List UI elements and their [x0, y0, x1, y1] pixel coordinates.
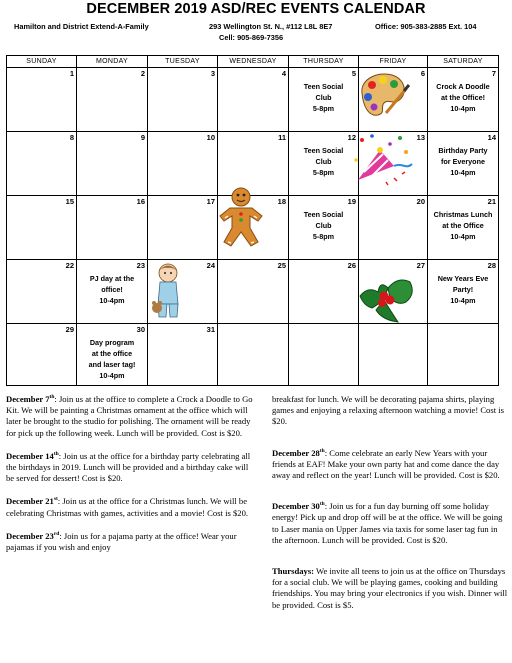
- weekday-monday: MONDAY: [77, 56, 148, 68]
- address: 293 Wellington St. N., #112 L8L 8E7: [209, 22, 333, 31]
- day-number: 30: [136, 325, 145, 334]
- day-number: 10: [206, 133, 215, 142]
- calendar-day-cell: [7, 260, 77, 324]
- day-number: 19: [347, 197, 356, 206]
- calendar-day-cell: [289, 324, 359, 386]
- calendar-day-cell: [77, 68, 148, 132]
- page-title: DECEMBER 2019 ASD/REC EVENTS CALENDAR: [86, 1, 426, 17]
- day-number: 29: [65, 325, 74, 334]
- day-number: 2: [140, 69, 145, 78]
- calendar-day-cell: [359, 324, 428, 386]
- weekday-header-row: [7, 56, 499, 68]
- description-thursdays: Thursdays: We invite all teens to join us at the office on Thursdays for a social club. We will be playing games, cooking and building friendships. You may bring your electronics if you wish. Dinner will be provided. Cost is $5.: [272, 566, 508, 610]
- party-hat-icon: [347, 130, 416, 188]
- holly-icon: [354, 266, 422, 324]
- calendar-day-cell: [148, 68, 218, 132]
- day-number: 6: [420, 69, 425, 78]
- day-number: 11: [278, 133, 286, 142]
- calendar-week-row: [7, 68, 499, 132]
- day-number: 24: [206, 261, 215, 270]
- calendar-day-cell: [77, 196, 148, 260]
- day-event: Teen Social Club 5-8pm: [303, 210, 344, 241]
- day-event: New Years Eve Party! 10-4pm: [437, 274, 489, 305]
- calendar-day-cell: [7, 68, 77, 132]
- description-dec-23: December 23rd: Join us for a pajama party at the office! Wear your pajamas if you wish and enjoy: [6, 530, 237, 553]
- weekday-thursday: THURSDAY: [289, 56, 359, 68]
- weekday-tuesday: TUESDAY: [148, 56, 218, 68]
- day-number: 28: [487, 261, 496, 270]
- office-phone: Office: 905-383-2885 Ext. 104: [375, 22, 477, 31]
- calendar-day-cell: [428, 196, 499, 260]
- calendar-week-row: [7, 260, 499, 324]
- calendar-day-cell: [77, 132, 148, 196]
- day-number: 14: [487, 133, 496, 142]
- day-number: 25: [277, 261, 286, 270]
- day-number: 27: [416, 261, 425, 270]
- calendar-day-cell: [428, 324, 499, 386]
- day-number: 22: [65, 261, 74, 270]
- descriptions-left-column: [6, 394, 254, 565]
- weekday-wednesday: WEDNESDAY: [218, 56, 289, 68]
- gingerbread-man-icon: [216, 186, 266, 248]
- calendar-day-cell: [428, 132, 499, 196]
- calendar-day-cell: [218, 324, 289, 386]
- calendar-day-cell: [7, 132, 77, 196]
- calendar-day-cell: [148, 132, 218, 196]
- calendar-day-cell: [218, 260, 289, 324]
- day-number: 5: [351, 69, 356, 78]
- child-pajamas-icon: [148, 262, 188, 320]
- description-dec-28: December 28th: Come celebrate an early New Years with your friends at EAF! Make your own party hat and come dance the day away and reflect on the year! Lunch will be provided. Cost is $20.: [272, 447, 500, 481]
- description-dec-23-continued: breakfast for lunch. We will be decorating pajama shirts, playing games and enjoying a relaxing afternoon watching a movie! Cost is $20.: [272, 394, 504, 427]
- day-number: 9: [140, 133, 145, 142]
- description-dec-21: December 21st: Join us at the office for a Christmas lunch. We will be celebrating Christmas with games, activities and a movie! Cost is $20.: [6, 496, 249, 518]
- calendar-day-cell: [289, 196, 359, 260]
- description-dec-30: December 30th: Join us for a fun day burning off some holiday energy! Pick up and drop off will be at the office. We will be going to Laser mania on Upper James via taxis for some laser tag fun in the afternoon. Lunch will be provided. Cost is $20.: [272, 501, 503, 545]
- day-number: 13: [416, 133, 425, 142]
- day-number: 18: [277, 197, 286, 206]
- day-number: 31: [206, 325, 215, 334]
- day-number: 21: [487, 197, 496, 206]
- day-number: 26: [347, 261, 356, 270]
- calendar-day-cell: [428, 68, 499, 132]
- calendar-day-cell: [218, 68, 289, 132]
- day-event: PJ day at the office! 10-4pm: [89, 274, 135, 305]
- calendar-day-cell: [77, 260, 148, 324]
- day-number: 17: [206, 197, 215, 206]
- weekday-friday: FRIDAY: [359, 56, 428, 68]
- day-number: 15: [65, 197, 74, 206]
- weekday-sunday: SUNDAY: [7, 56, 77, 68]
- weekday-saturday: SATURDAY: [428, 56, 499, 68]
- calendar-day-cell: [148, 324, 218, 386]
- calendar-day-cell: [148, 196, 218, 260]
- day-number: 23: [136, 261, 145, 270]
- day-event: Birthday Party for Everyone 10-4pm: [438, 146, 488, 177]
- day-event: Crock A Doodle at the Office! 10-4pm: [436, 82, 490, 113]
- day-number: 8: [69, 133, 74, 142]
- calendar-day-cell: [7, 324, 77, 386]
- calendar-day-cell: [289, 260, 359, 324]
- day-number: 12: [347, 133, 356, 142]
- description-dec-7: December 7th: Join us at the office to complete a Crock a Doodle to Go Kit. We will be painting a Christmas ornament at the office which will later be brought to the studio for polishing. The ornament will be ready for pick up the following week. Lunch will be provided. Cost is $20.: [6, 394, 253, 438]
- day-event: Day program at the office and laser tag! 10-4pm: [88, 338, 136, 380]
- calendar-day-cell: [428, 260, 499, 324]
- description-dec-14: December 14th: Join us at the office for a birthday party celebrating all the birthdays in 2019. Lunch will be provided and a birthday cake will be served for dessert! Cost is $20.: [6, 450, 251, 484]
- cell-phone: Cell: 905-869-7356: [219, 33, 284, 42]
- organization-name: Hamilton and District Extend-A-Family: [14, 22, 149, 31]
- calendar-day-cell: [359, 196, 428, 260]
- descriptions-right-column: [272, 394, 508, 623]
- day-number: 3: [210, 69, 215, 78]
- day-number: 4: [281, 69, 286, 78]
- calendar-day-cell: [289, 68, 359, 132]
- paint-palette-icon: [356, 69, 410, 119]
- day-event: Teen Social Club 5-8pm: [303, 146, 344, 177]
- calendar-week-row: [7, 324, 499, 386]
- day-event: Christmas Lunch at the Office 10-4pm: [433, 210, 493, 241]
- day-number: 7: [491, 69, 496, 78]
- day-number: 1: [69, 69, 74, 78]
- day-number: 16: [136, 197, 145, 206]
- calendar-day-cell: [7, 196, 77, 260]
- calendar-day-cell: [77, 324, 148, 386]
- calendar-day-cell: [289, 132, 359, 196]
- day-event: Teen Social Club 5-8pm: [303, 82, 344, 113]
- day-number: 20: [416, 197, 425, 206]
